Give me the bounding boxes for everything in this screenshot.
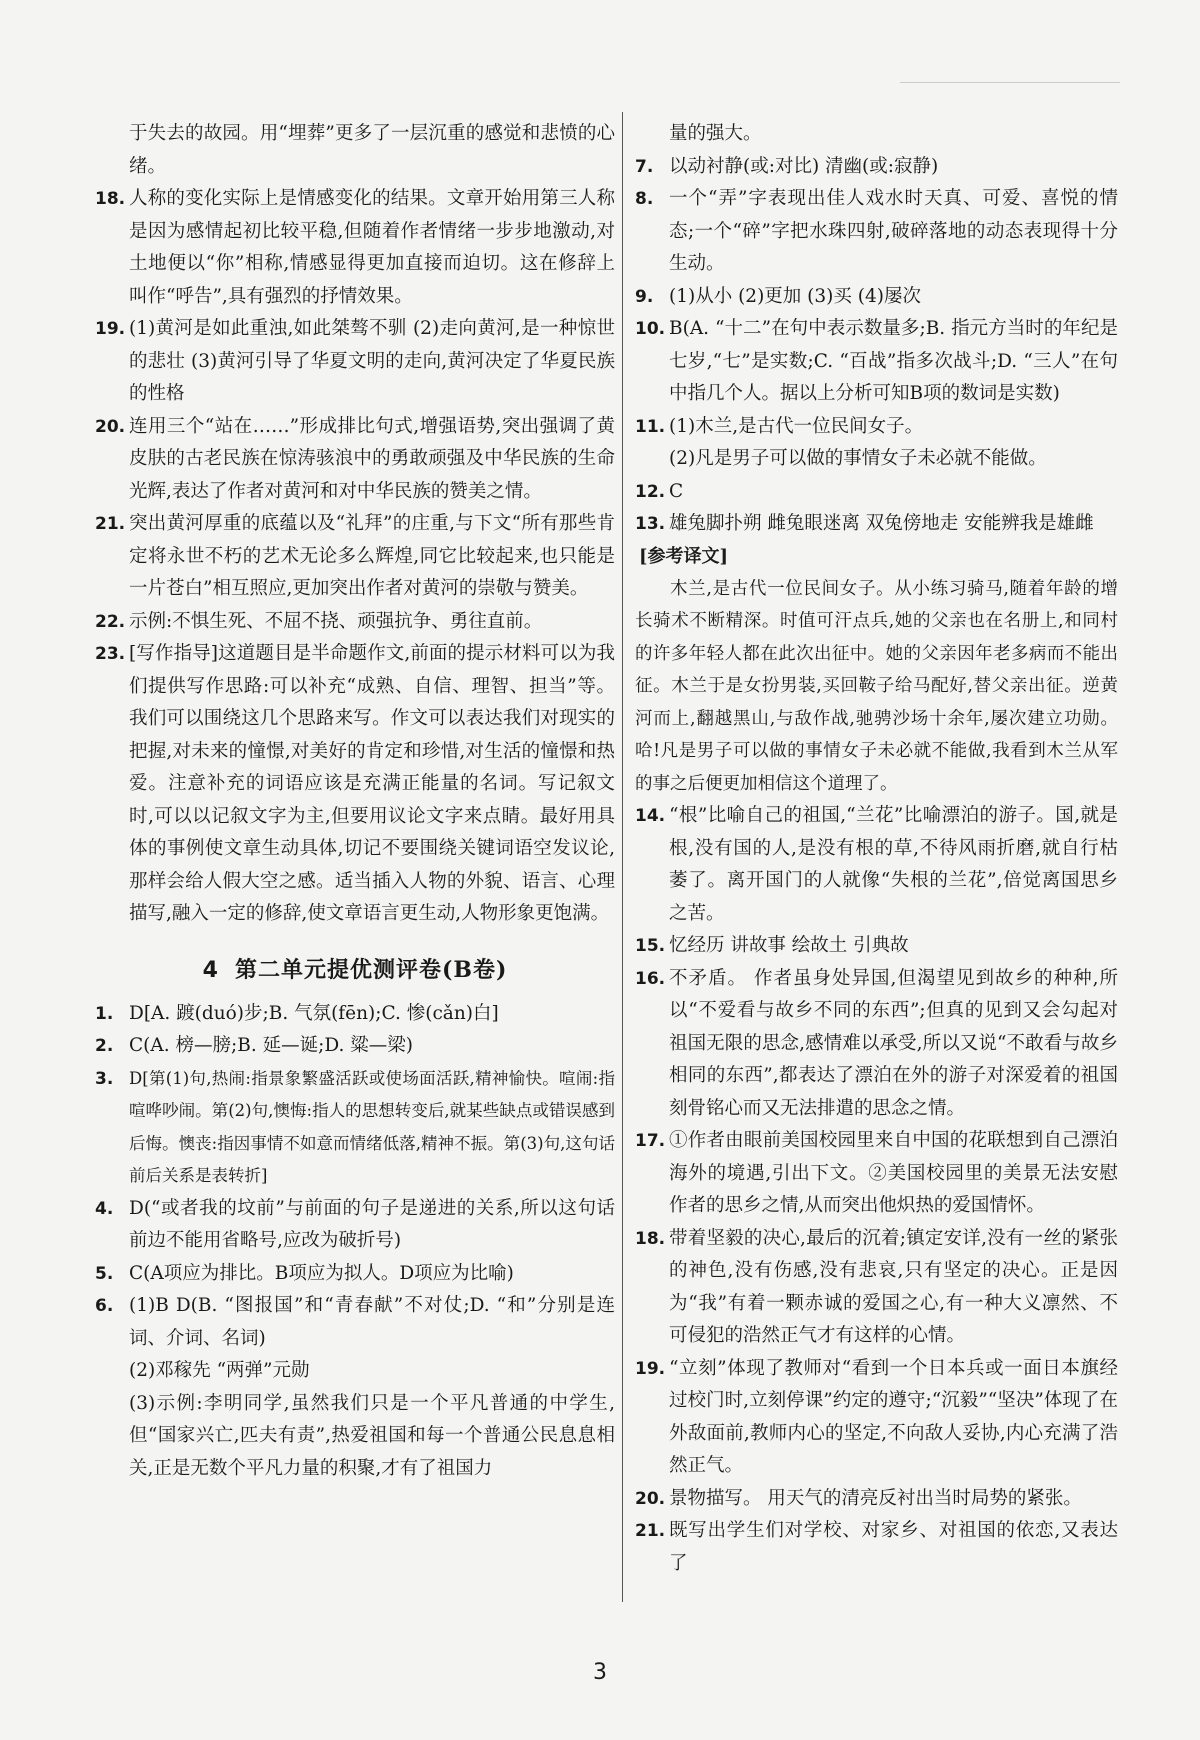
item-text: 景物描写。 用天气的清亮反衬出当时局势的紧张。 (669, 1487, 1082, 1509)
answer-item-19 (95, 313, 615, 411)
answer-item-3 (95, 1063, 615, 1193)
answer-item-19b (635, 1353, 1118, 1483)
answer-item-8 (635, 183, 1118, 281)
right-column (635, 118, 1118, 1580)
page-number: 3 (593, 1660, 607, 1685)
item-text: 人称的变化实际上是情感变化的结果。文章开始用第三人称是因为感情起初比较平稳,但随着作者情绪一步步地激动,对土地便以“你”相称,情感显得更加直接而迫切。这在修辞上叫作“呼告”,具有强烈的抒情效果。 (129, 188, 615, 307)
item-text: 以动衬静(或:对比) 清幽(或:寂静) (669, 155, 939, 177)
item-text: (1)木兰,是古代一位民间女子。 (669, 415, 924, 437)
item-text: “根”比喻自己的祖国,“兰花”比喻漂泊的游子。国,就是根,没有国的人,是没有根的草,不待风雨折磨,就自行枯萎了。离开国门的人就像“失根的兰花”,倍觉离国思乡之苦。 (669, 805, 1118, 924)
item-text: D[第(1)句,热闹:指景象繁盛活跃或使场面活跃,精神愉快。喧闹:指喧哗吵闹。第(2)句,懊悔:指人的思想转变后,就某些缺点或错误感到后悔。懊丧:指因事情不如意而情绪低落,精神不振。第(3)句,这句话前后关系是表转折] (129, 1068, 615, 1185)
item-number: 20. (635, 1488, 666, 1509)
answer-item-15 (635, 930, 1118, 963)
item-number: 9. (635, 286, 654, 307)
answer-item-5 (95, 1258, 615, 1291)
answer-item-2 (95, 1030, 615, 1063)
item-number: 6. (95, 1296, 114, 1316)
item-number: 16. (635, 968, 666, 989)
answer-item-20 (95, 411, 615, 509)
item-number: 1. (95, 1003, 114, 1024)
item-number: 21. (95, 514, 126, 534)
item-number: 20. (95, 416, 126, 437)
item-text: C (669, 480, 684, 502)
item-text: 突出黄河厚重的底蕴以及“礼拜”的庄重,与下文“所有那些肯定将永世不朽的艺术无论多么辉煌,同它比较起来,也只能是一片苍白”相互照应,更加突出作者对黄河的崇敬与赞美。 (129, 513, 615, 599)
answer-item-12 (635, 476, 1118, 509)
item-text: C(A项应为排比。B项应为拟人。D项应为比喻) (129, 1262, 514, 1284)
item-text: D[A. 踱(duó)步;B. 气氛(fēn);C. 惨(cǎn)白] (129, 1002, 499, 1024)
item-number: 13. (635, 514, 666, 534)
item-text: “立刻”体现了教师对“看到一个日本兵或一面日本旗经过校门时,立刻停课”约定的遵守;“沉毅”“坚决”体现了在外敌面前,教师内心的坚定,不向敌人妥协,内心充满了浩然正气。 (669, 1357, 1118, 1476)
answer-item-1 (95, 998, 615, 1031)
item-number: 23. (95, 644, 126, 664)
item-number: 12. (635, 481, 666, 502)
answer-item-16 (635, 963, 1118, 1126)
section-number: 4 (202, 957, 219, 983)
item-number: 17. (635, 1131, 666, 1151)
answer-item-20b (635, 1483, 1118, 1516)
item-text: B(A. “十二”在句中表示数量多;B. 指元方当时的年纪是七岁,“七”是实数;C. “百战”指多次战斗;D. “三人”在句中指几个人。据以上分析可知B项的数词是实数) (669, 318, 1118, 404)
continued-answer-6: 量的强大。 (669, 123, 762, 144)
item-text: 连用三个“站在……”形成排比句式,增强语势,突出强调了黄皮肤的古老民族在惊涛骇浪中的勇敢顽强及中华民族的生命光辉,表达了作者对黄河和对中华民族的赞美之情。 (129, 415, 615, 502)
answer-item-9 (635, 281, 1118, 314)
answer-item-22 (95, 606, 615, 639)
section-title-text: 第二单元提优测评卷(B卷) (234, 956, 508, 983)
item-text: 既写出学生们对学校、对家乡、对祖国的依恋,又表达了 (669, 1520, 1118, 1574)
reference-translation-heading: [参考译文] (639, 545, 729, 567)
item-number: 19. (95, 319, 126, 339)
item-number: 21. (635, 1521, 666, 1541)
answer-item-11-part-2: (2)凡是男子可以做的事情女子未必就不能做。 (669, 448, 1047, 469)
item-text: (1)从小 (2)更加 (3)买 (4)屡次 (669, 285, 921, 307)
answer-item-17 (635, 1125, 1118, 1223)
answer-item-13 (635, 508, 1118, 541)
item-text: 不矛盾。 作者虽身处异国,但渴望见到故乡的种种,所以“不爱看与故乡不同的东西”;但真的见到又会勾起对祖国无限的思念,感情难以承受,所以又说“不敢看与故乡相同的东西”,都表达了漂泊在外的游子对深爱着的祖国刻骨铭心而又无法排遣的思念之情。 (669, 967, 1118, 1119)
item-text: (1)黄河是如此重浊,如此桀骜不驯 (2)走向黄河,是一种惊世的悲壮 (3)黄河引导了华夏文明的走向,黄河决定了华夏民族的性格 (129, 318, 615, 404)
item-number: 18. (95, 189, 126, 209)
answer-item-4 (95, 1193, 615, 1258)
answer-item-21 (95, 508, 615, 606)
item-text: (1)B D(B. “图报国”和“青春献”不对仗;D. “和”分别是连词、介词、名词) (129, 1295, 615, 1349)
item-number: 7. (635, 156, 654, 177)
item-text: 示例:不惧生死、不屈不挠、顽强抗争、勇往直前。 (129, 610, 543, 632)
answer-item-14 (635, 800, 1118, 930)
item-number: 4. (95, 1198, 114, 1219)
item-text: 带着坚毅的决心,最后的沉着;镇定安详,没有一丝的紧张的神色,没有伤感,没有悲哀,只有坚定的决心。正是因为“我”有着一颗赤诚的爱国之心,有一种大义凛然、不可侵犯的浩然正气才有这样的心情。 (669, 1227, 1118, 1346)
answer-item-18 (95, 183, 615, 313)
continued-answer-17: 于失去的故园。用“埋葬”更多了一层沉重的感觉和悲愤的心绪。 (129, 123, 615, 177)
section-title (95, 953, 615, 984)
answer-item-18b (635, 1223, 1118, 1353)
item-number: 19. (635, 1358, 666, 1379)
item-number: 2. (95, 1036, 114, 1056)
item-text: [写作指导]这道题目是半命题作文,前面的提示材料可以为我们提供写作思路:可以补充“成熟、自信、理智、担当”等。我们可以围绕这几个思路来写。作文可以表达我们对现实的把握,对未来的憧憬,对美好的肯定和珍惜,对生活的憧憬和热爱。注意补充的词语应该是充满正能量的名词。写记叙文时,可以以记叙文字为主,但要用议论文字来点睛。最好用具体的事例使文章生动具体,切记不要围绕关键词语空发议论,那样会给人假大空之感。适当插入人物的外貌、语言、心理描写,融入一定的修辞,使文章语言更生动,人物形象更饱满。 (129, 643, 615, 924)
item-text: D(“或者我的坟前”与前面的句子是递进的关系,所以这句话前边不能用省略号,应改为破折号) (129, 1197, 615, 1251)
item-number: 3. (95, 1068, 114, 1089)
item-number: 14. (635, 806, 666, 826)
item-number: 22. (95, 611, 126, 632)
answer-item-23 (95, 638, 615, 931)
answer-item-6-part-3: (3)示例:李明同学,虽然我们只是一个平凡普通的中学生,但“国家兴亡,匹夫有责”,热爱祖国和每一个普通公民息息相关,正是无数个平凡力量的积聚,才有了祖国力 (129, 1392, 615, 1479)
answer-item-21b (635, 1515, 1118, 1580)
item-number: 11. (635, 416, 666, 437)
answer-item-7 (635, 151, 1118, 184)
item-number: 8. (635, 189, 654, 209)
scan-edge-line (900, 82, 1120, 83)
item-text: C(A. 榜—膀;B. 延—诞;D. 粱—梁) (129, 1035, 413, 1056)
answer-item-10 (635, 313, 1118, 411)
item-number: 15. (635, 936, 666, 956)
reference-translation-text: 木兰,是古代一位民间女子。从小练习骑马,随着年龄的增长骑术不断精深。时值可汗点兵,她的父亲也在名册上,和同村的许多年轻人都在此次出征中。她的父亲因年老多病而不能出征。木兰于是女扮男装,买回鞍子给马配好,替父亲出征。逆黄河而上,翻越黑山,与敌作战,驰骋沙场十余年,屡次建立功勋。哈!凡是男子可以做的事情女子未必就不能做,我看到木兰从军的事之后便更加相信这个道理了。 (635, 578, 1118, 794)
item-text: 雄兔脚扑朔 雌兔眼迷离 双兔傍地走 安能辨我是雄雌 (669, 513, 1094, 534)
item-text: 一个“弄”字表现出佳人戏水时天真、可爱、喜悦的情态;一个“碎”字把水珠四射,破碎落地的动态表现得十分生动。 (669, 188, 1118, 274)
item-number: 5. (95, 1263, 114, 1284)
item-text: ①作者由眼前美国校园里来自中国的花联想到自己漂泊海外的境遇,引出下文。②美国校园里的美景无法安慰作者的思乡之情,从而突出他炽热的爱国情怀。 (669, 1130, 1118, 1216)
answer-item-6-part-2: (2)邓稼先 “两弹”元勋 (129, 1360, 310, 1381)
left-column (95, 118, 615, 1485)
item-number: 18. (635, 1228, 666, 1249)
column-divider (622, 112, 623, 1602)
answer-item-11 (635, 411, 1118, 444)
item-number: 10. (635, 319, 666, 339)
item-text: 忆经历 讲故事 绘故土 引典故 (669, 935, 909, 956)
answer-item-6 (95, 1290, 615, 1355)
